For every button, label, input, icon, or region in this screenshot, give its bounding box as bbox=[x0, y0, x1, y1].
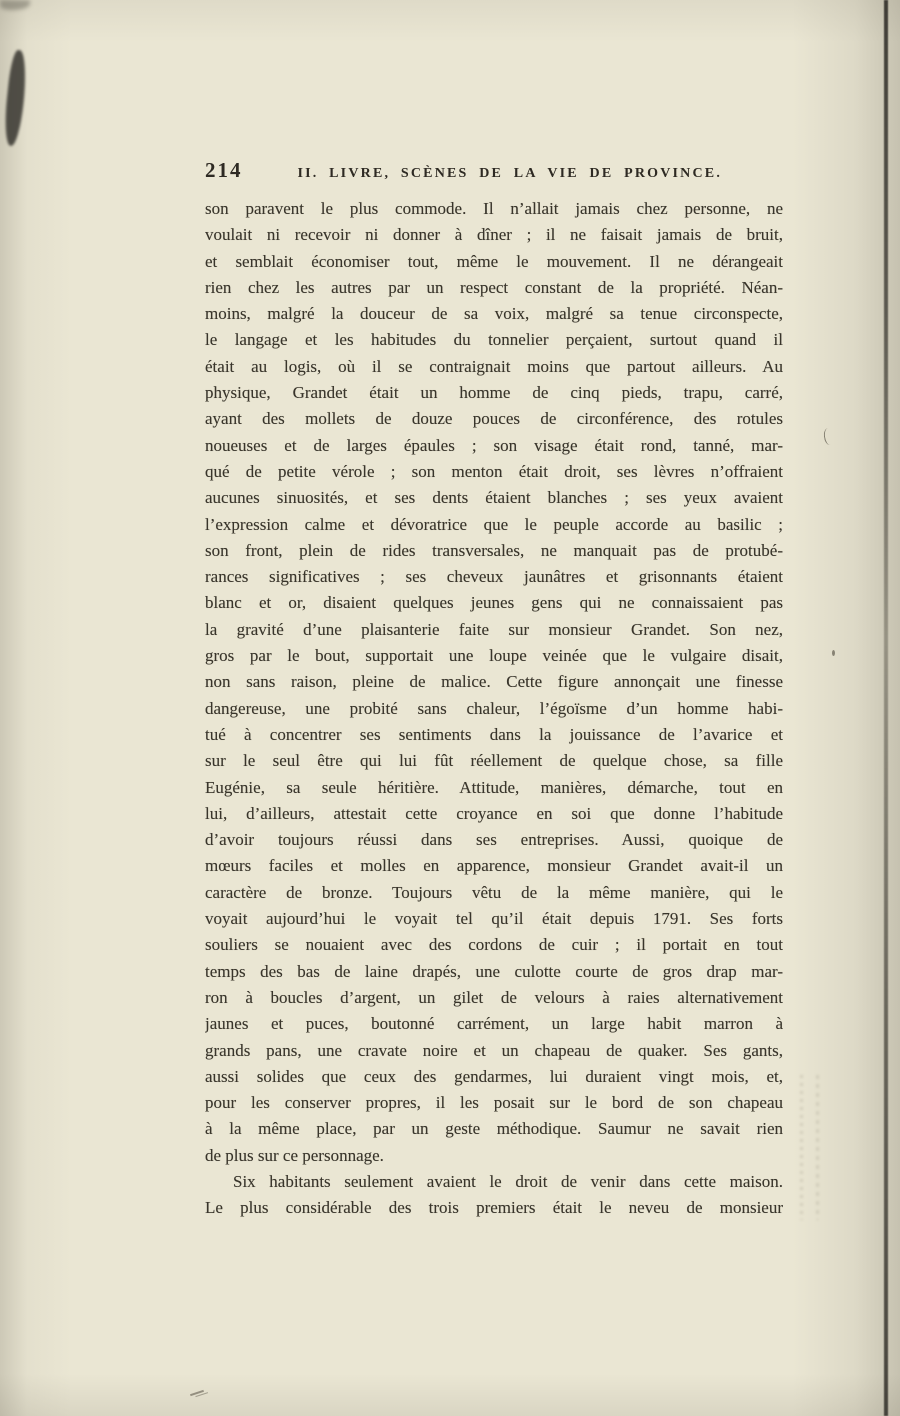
text-line: ayant des mollets de douze pouces de circonférence, des rotules bbox=[205, 409, 783, 429]
text-line: tué à concentrer ses sentiments dans la jouissance de l’avarice et bbox=[205, 724, 783, 744]
running-title: II. LIVRE, SCÈNES DE LA VIE DE PROVINCE. bbox=[297, 166, 723, 181]
text-line: d’avoir toujours réussi dans ses entreprises. Aussi, quoique de bbox=[205, 830, 783, 850]
text-line: rien chez les autres par un respect constant de la propriété. Néan- bbox=[205, 277, 783, 297]
text-line: aussi solides que ceux des gendarmes, lui duraient vingt mois, et, bbox=[205, 1066, 783, 1086]
text-line: Le plus considérable des trois premiers était le neveu de monsieur bbox=[205, 1198, 783, 1218]
text-line: ron à boucles d’argent, un gilet de velours à raies alternativement bbox=[205, 987, 783, 1007]
text-line: mœurs faciles et molles en apparence, monsieur Grandet avait-il un bbox=[205, 856, 783, 876]
text-line: Eugénie, sa seule héritière. Attitude, manières, démarche, tout en bbox=[205, 777, 783, 797]
text-line: l’expression calme et dévoratrice que le peuple accorde au basilic ; bbox=[205, 514, 783, 534]
text-line: le langage et les habitudes du tonnelier perçaient, surtout quand il bbox=[205, 330, 783, 350]
text-line: son front, plein de rides transversales, ne manquait pas de protubé- bbox=[205, 540, 783, 560]
text-line: jaunes et puces, boutonné carrément, un large habit marron à bbox=[205, 1014, 783, 1034]
text-line: physique, Grandet était un homme de cinq pieds, trapu, carré, bbox=[205, 383, 783, 403]
text-line: et semblait économiser tout, même le mouvement. Il ne dérangeait bbox=[205, 251, 783, 271]
scan-speck-dot bbox=[832, 650, 835, 656]
text-line: rances significatives ; ses cheveux jaunâtres et grisonnants étaient bbox=[205, 567, 783, 587]
text-line: était au logis, où il se contraignait moins que partout ailleurs. Au bbox=[205, 356, 783, 376]
scan-artifact-top-edge bbox=[0, 0, 30, 10]
text-block bbox=[205, 196, 783, 1222]
text-line: qué de petite vérole ; son menton était droit, ses lèvres n’offraient bbox=[205, 461, 783, 481]
text-line: gros par le bout, supportait une loupe veinée que le vulgaire disait, bbox=[205, 646, 783, 666]
text-line: noueuses et de larges épaules ; son visage était rond, tanné, mar- bbox=[205, 435, 783, 455]
text-line: aucunes sinuosités, et ses dents étaient blanches ; ses yeux avaient bbox=[205, 488, 783, 508]
text-line: non sans raison, pleine de malice. Cette figure annonçait une finesse bbox=[205, 672, 783, 692]
text-line: moins, malgré la douceur de sa voix, malgré sa tenue circonspecte, bbox=[205, 304, 783, 324]
scan-artifact-top-left-blob bbox=[2, 49, 29, 146]
scan-speck-margin-right bbox=[823, 427, 835, 445]
text-line: dangereuse, une probité sans chaleur, l’égoïsme d’un homme habi- bbox=[205, 698, 783, 718]
text-line: temps des bas de laine drapés, une culotte courte de gros drap mar- bbox=[205, 961, 783, 981]
text-line: grands pans, une cravate noire et un chapeau de quaker. Ses gants, bbox=[205, 1040, 783, 1060]
text-line: lui, d’ailleurs, attestait cette croyance en soi que donne l’habitude bbox=[205, 803, 783, 823]
page-header bbox=[205, 158, 783, 183]
text-line: sur le seul être qui lui fût réellement de quelque chose, sa fille bbox=[205, 751, 783, 771]
page-number: 214 bbox=[205, 158, 243, 182]
text-line: voulait ni recevoir ni donner à dîner ; il ne faisait jamais de bruit, bbox=[205, 225, 783, 245]
text-line: blanc et or, disaient quelques jeunes gens qui ne connaissaient pas bbox=[205, 593, 783, 613]
ink-bleed-through-mark bbox=[796, 1075, 832, 1220]
text-line: Six habitants seulement avaient le droit de venir dans cette maison. bbox=[233, 1171, 783, 1191]
text-line: souliers se nouaient avec des cordons de cuir ; il portait en tout bbox=[205, 935, 783, 955]
text-line: à la même place, par un geste méthodique. Saumur ne savait rien bbox=[205, 1119, 783, 1139]
scan-speck-bottom-left bbox=[190, 1390, 204, 1396]
text-line: pour les conserver propres, il les posait sur le bord de son chapeau bbox=[205, 1093, 783, 1113]
text-line: son paravent le plus commode. Il n’allait jamais chez personne, ne bbox=[205, 199, 783, 218]
text-line: voyait aujourd’hui le voyait tel qu’il était depuis 1791. Ses forts bbox=[205, 909, 783, 929]
text-line: de plus sur ce personnage. bbox=[205, 1145, 384, 1165]
scan-artifact-right-edge-line bbox=[884, 0, 888, 1416]
text-line: caractère de bronze. Toujours vêtu de la même manière, qui le bbox=[205, 882, 783, 902]
text-line: la gravité d’une plaisanterie faite sur monsieur Grandet. Son nez, bbox=[205, 619, 783, 639]
